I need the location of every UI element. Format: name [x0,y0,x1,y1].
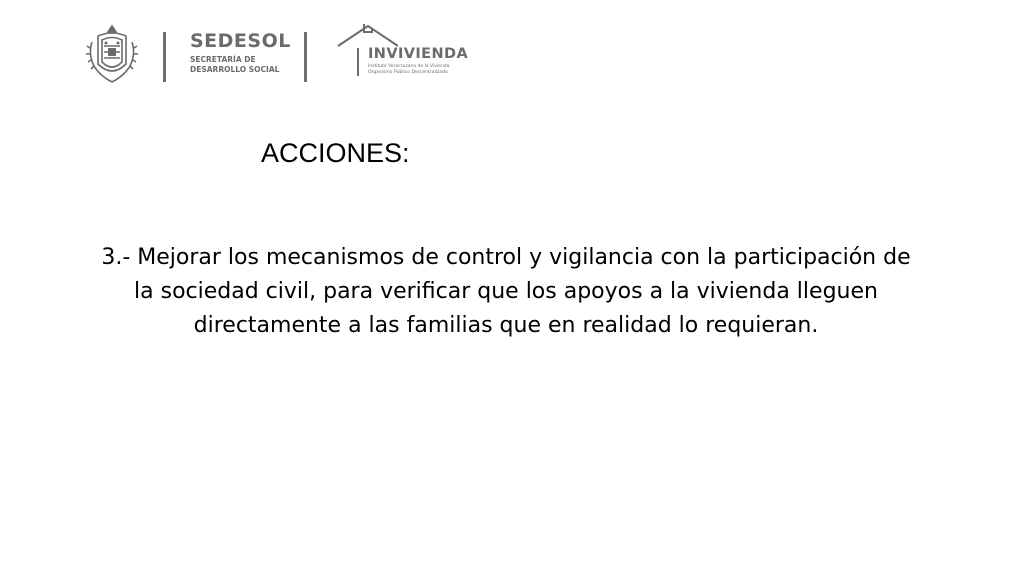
sedesol-subtitle-line1: SECRETARÍA DE [190,55,256,64]
logo-divider [163,32,166,82]
veracruz-state-seal-icon [84,24,140,86]
invivienda-subtitle-line2: Organismo Público Descentralizado [368,70,448,75]
sedesol-subtitle-line2: DESARROLLO SOCIAL [190,65,280,74]
invivienda-subtitle-line1: Instituto Veracruzano de la Vivienda [368,64,450,69]
logo-header [0,0,1024,100]
sedesol-logo [190,30,300,75]
logo-divider [304,32,307,82]
slide-title: ACCIONES: [261,138,410,168]
invivienda-name: INVIVIENDA [368,46,469,62]
sedesol-name: SEDESOL [190,30,291,52]
slide-body-text: 3.- Mejorar los mecanismos de control y vigilancia con la participación de la sociedad civil, para verificar que los apoyos a la vivienda lleguen directamente a las familias que en realidad lo requieran. [101,245,911,338]
invivienda-logo [336,22,496,82]
